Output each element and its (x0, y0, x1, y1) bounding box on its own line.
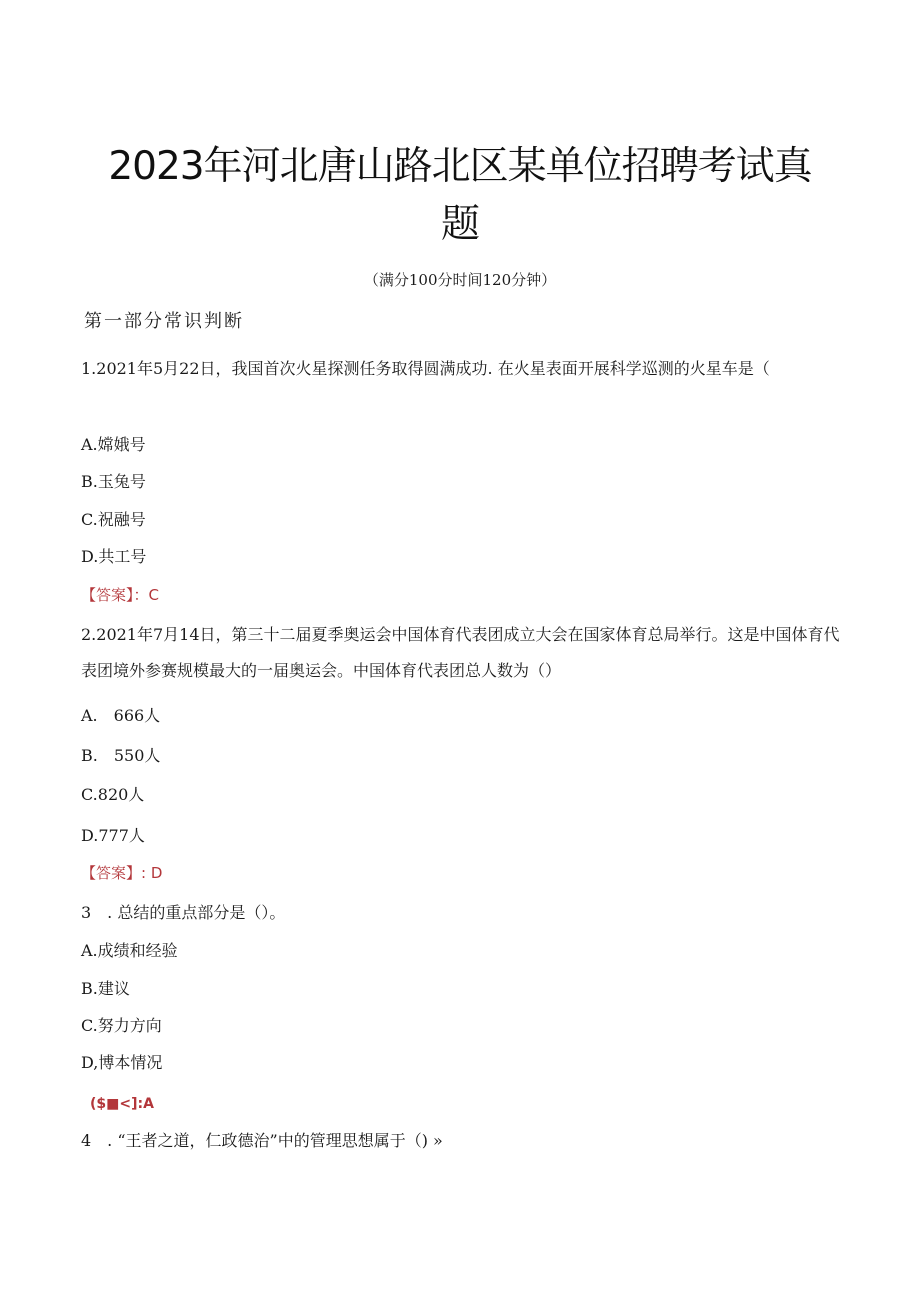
question-2-text: 2.2021年7月14日，第三十二届夏季奥运会中国体育代表团成立大会在国家体育总局举行。这是中国体育代表团境外参赛规模最大的一届奥运会。中国体育代表团总人数为（） (81, 625, 840, 680)
question-1-text: 1.2021年5月22日，我国首次火星探测任务取得圆满成功. 在火星表面开展科学巡测的火星车是（ (81, 359, 770, 378)
question-2-answer: 【答案】: D (81, 864, 163, 882)
question-3-answer: ($■<]:A (90, 1096, 154, 1112)
section-heading: 第一部分常识判断 (84, 311, 244, 332)
question-3-text: 3 . 总结的重点部分是（）。 (81, 903, 286, 922)
question-1-option-d: D.共工号 (81, 547, 147, 566)
question-2-option-a: A. 666人 (81, 706, 161, 725)
question-3-option-a: A.成绩和经验 (81, 941, 178, 960)
question-1-option-c: C.祝融号 (81, 510, 146, 529)
question-1-option-a: A.嫦娥号 (81, 435, 146, 454)
question-1-answer: 【答案】：C (81, 586, 159, 604)
page-subtitle: （满分100分时间120分钟） (363, 271, 557, 289)
page-title: 2023年河北唐山路北区某单位招聘考试真题 (108, 144, 812, 247)
question-2-option-b: B. 550人 (81, 746, 161, 765)
question-2-option-c: C.820人 (81, 785, 145, 804)
question-3-option-d: D,博本情况 (81, 1053, 163, 1072)
question-3-option-c: C.努力方向 (81, 1016, 162, 1035)
question-1-option-b: B.玉兔号 (81, 472, 146, 491)
question-2-option-d: D.777人 (81, 826, 145, 845)
question-3-option-b: B.建议 (81, 979, 130, 998)
question-4-text: 4 . “王者之道，仁政德治”中的管理思想属于（) » (81, 1131, 443, 1150)
